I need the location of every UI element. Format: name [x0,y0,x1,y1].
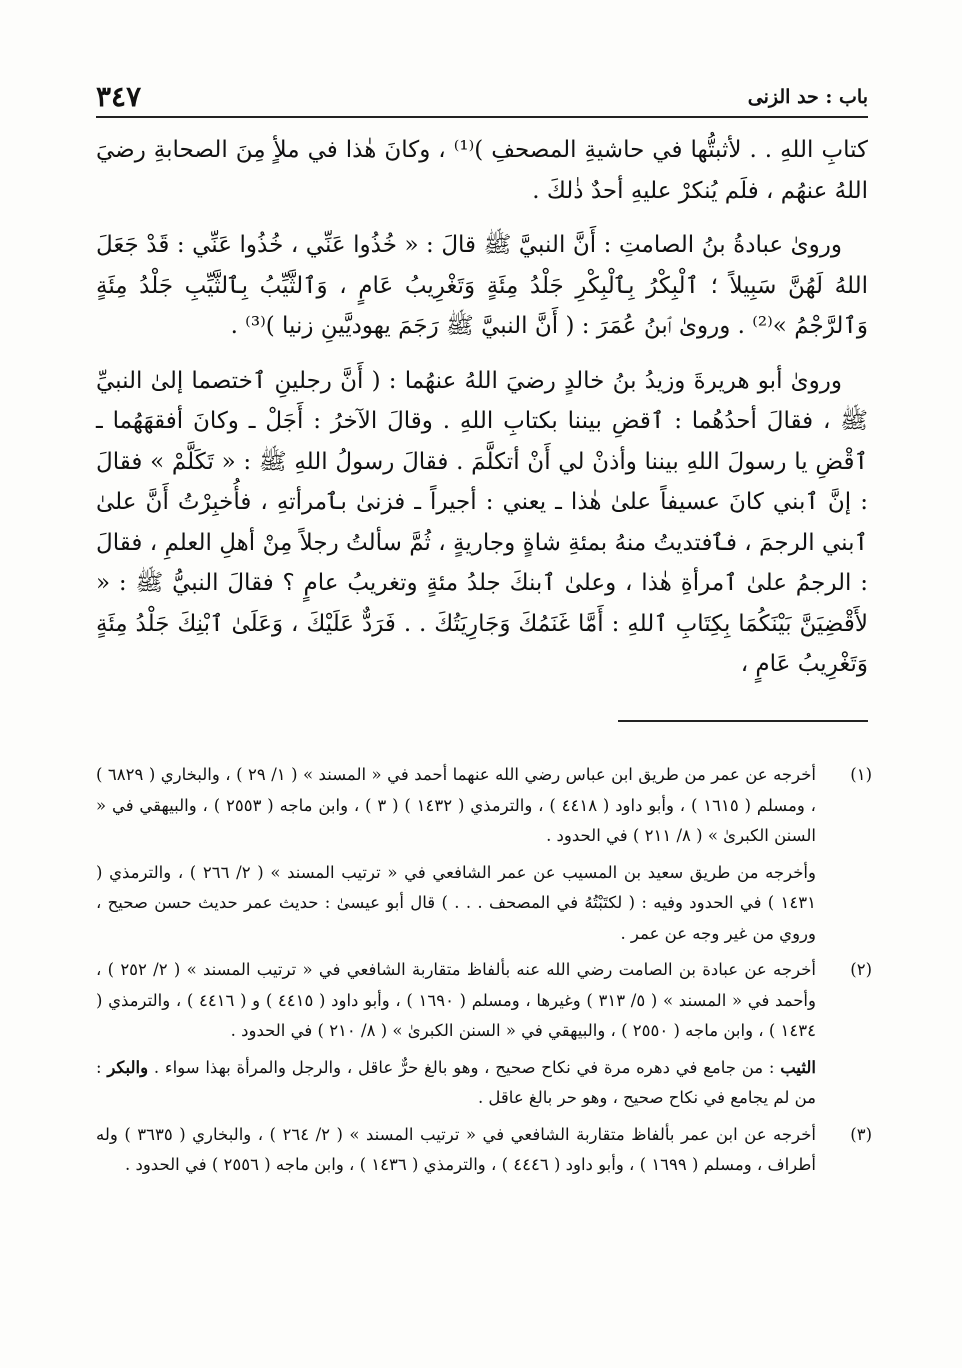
book-page [96,80,872,1310]
paragraph-1: كتابِ اللهِ . . لأثبتُّها في حاشيةِ المصحفِ )⁽¹⁾ ، وكانَ هٰذا في ملأٍ مِنَ الصحابةِ رضيَ اللهُ عنهُم ، فلَم يُنكرْ عليهِ أحدٌ ذٰلكَ . [96,137,868,204]
paragraph-2-text: وروىٰ عبادةُ بنُ الصامتِ : أَنَّ النبيَّ ﷺ قالَ : « خُذُوا عَنِّي ، خُذُوا عَنِّي : قَدْ جَعَلَ اللهُ لَهُنَّ سَبِيلاً ؛ ٱلْبِكْرُ بِٱلْبِكْرِ جَلْدُ مِئَةٍ وَتَغْرِيبُ عَامٍ ، وَٱلثَّيِّبُ بِٱلثَّيِّبِ جَلْدُ مِئَةٍ وَٱلرَّجْمُ »⁽²⁾ . وروىٰ ٱبنُ عُمَرَ : ( أَنَّ النبيَّ ﷺ رَجَمَ يهوديَّينِ زنيا )⁽³⁾ . [96,232,868,339]
footnote-text: أخرجه عن عمر من طريق ابن عباس رضي الله عنهما أحمد في « المسند » ( ١/ ٢٩ ) ، والبخاري ( ٦٨٢٩ ) ، ومسلم ( ١٦١٥ ) ، وأبو داود ( ٤٤١٨ ) ، والترمذي ( ١٤٣٢ ) ( ٣ ) ، وابن ماجه ( ٢٥٥٣ ) ، والبيهقي في « السنن الكبرىٰ » ( ٨/ ٢١١ ) في الحدود . [96,765,817,845]
term-thayyib: الثيب [780,1057,817,1077]
paragraph-2 [96,225,868,347]
footnote-1 [96,760,872,949]
footnote-3 [96,1120,872,1181]
paragraph-3 [96,361,868,685]
main-text [96,130,868,699]
footnote-text: وأخرجه من طريق سعيد بن المسيب عن عمر الشافعي في « ترتيب المسند » ( ٢/ ٢٦٦ ) ، والترمذي ( ١٤٣١ ) في الحدود وفيه : ( لكتَبْتُهُ في المصحف . . . ) قال أبو عيسىٰ : حديث عمر حديث حسن صحيح ، وروي من غير وجه عن عمر . [96,862,816,943]
definition-thayyib: : من جامع في دهره مرة في نكاح صحيح ، وهو بالغ حرٌّ عاقل ، والرجل والمرأة بهذا سواء . [148,1057,781,1077]
footnote-text: أخرجه عن عبادة بن الصامت رضي الله عنه بألفاظ متقاربة الشافعي في « ترتيب المسند » ( ٢/ ٢٥٢ ) ، وأحمد في « المسند » ( ٥/ ٣١٣ ) وغيرها ، ومسلم ( ١٦٩٠ ) ، وأبو داود ( ٤٤١٥ ) و ( ٤٤١٦ ) ، والترمذي ( ١٤٣٤ ) ، وابن ماجه ( ٢٥٥٠ ) ، والبيهقي في « السنن الكبرىٰ » ( ٨/ ٢١٠ ) في الحدود . [96,960,816,1040]
page-header [96,80,868,118]
footnote-separator [618,720,868,722]
footnote-text: أخرجه عن ابن عمر بألفاظ متقاربة الشافعي في « ترتيب المسند » ( ٢/ ٢٦٤ ) ، والبخاري ( ٣٦٣٥ ) وله أطراف ، ومسلم ( ١٦٩٩ ) ، وأبو داود ( ٤٤٤٦ ) ، والترمذي ( ١٤٣٦ ) ، وابن ماجه ( ٢٥٥٦ ) في الحدود . [96,1124,816,1174]
footnotes [96,760,872,1187]
term-bikr: والبكر [107,1057,149,1077]
page-number: ٣٤٧ [96,80,142,113]
footnote-number: (٢) [850,960,872,979]
footnote-definitions [96,1053,816,1114]
footnote-number: (١) [850,765,872,784]
paragraph-3-text: وروىٰ أبو هريرةَ وزيدُ بنُ خالدٍ رضيَ اللهُ عنهُما : ( أَنَّ رجلينِ ٱختصما إلىٰ النبيِّ ﷺ ، فقالَ أحدُهُما : ٱقضِ بيننا بكتابِ اللهِ . وقالَ الآخرُ : أَجَلْ ـ وكانَ أفقهَهُما ـ ٱقْضِ يا رسولَ اللهِ بيننا وأذنْ لي أَنْ أتكلَّمَ . فقالَ رسولُ اللهِ ﷺ : « تَكَلَّمْ » فقالَ : إنَّ ٱبني كانَ عسيفاً علىٰ هٰذا ـ يعني : أجيراً ـ فزنىٰ بٱمرأتهِ ، فأُخبِرْتُ أَنَّ علىٰ ٱبني الرجمَ ، فٱفتديتُ منهُ بمئةِ شاةٍ وجاريةٍ ، ثُمَّ سألتُ رجلاً مِنْ أهلِ العلمِ ، فقالَ : الرجمُ علىٰ ٱمرأةِ هٰذا ، وعلىٰ ٱبنكَ جلدُ مئةٍ وتغريبُ عامٍ ؟ فقالَ النبيُّ ﷺ : « لأَقْضِيَنَّ بَيْنَكُمَا بِكِتَابِ ٱللهِ : أَمَّا غَنَمُكَ وَجَارِيَتُكَ . . فَرَدٌّ عَلَيْكَ ، وَعَلَىٰ ٱبْنِكَ جَلْدُ مِئَةٍ وَتَغْرِيبُ عَامٍ ، [96,367,868,677]
running-title: باب : حد الزنى [747,86,868,108]
footnote-number: (٣) [850,1124,872,1144]
footnote-2 [96,955,872,1114]
definition-bikr: : من لم يجامع في نكاح صحيح ، وهو حر بالغ عاقل . [96,1057,816,1107]
